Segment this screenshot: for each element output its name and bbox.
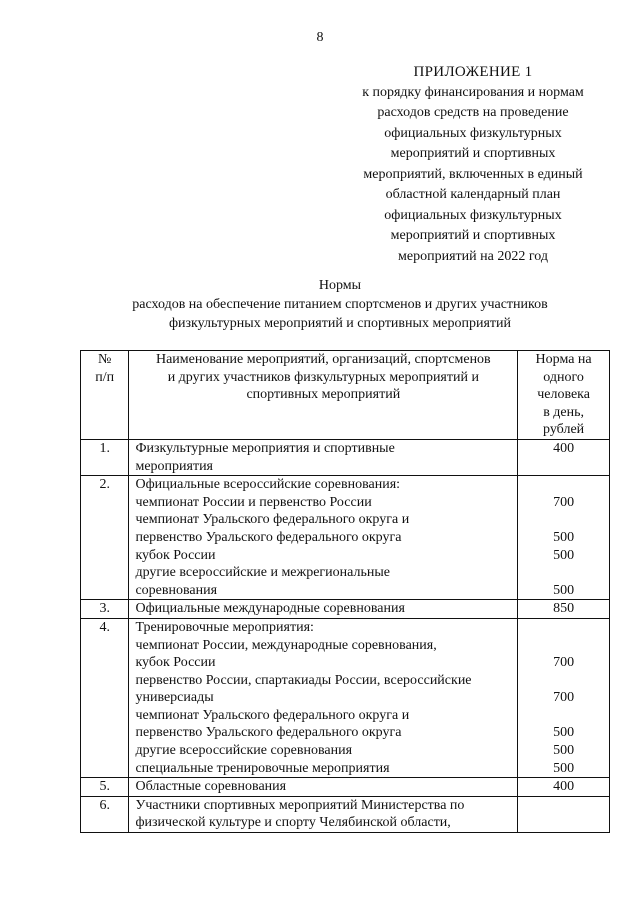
header-name: Наименование мероприятий, организаций, спортсменов и других участников физкультурных мероприятий и спортивных мероприятий [129, 351, 518, 440]
row-norm: 400 [518, 778, 610, 797]
table-row [81, 600, 610, 619]
document-heading [60, 276, 620, 333]
row-name: Официальные международные соревнования [129, 600, 518, 619]
appendix-line: официальных физкультурных [384, 125, 562, 141]
row-num: 3. [81, 600, 129, 619]
row-norm: 700 500 500 500 [518, 476, 610, 600]
appendix-line: официальных физкультурных [384, 207, 562, 223]
appendix-line: областной календарный план [385, 187, 561, 202]
appendix-line: мероприятий, включенных в единый [363, 166, 583, 182]
appendix-line: к порядку финансирования и нормам [362, 84, 584, 100]
row-name: Участники спортивных мероприятий Министерства по физической культуре и спорту Челябинской области, [129, 796, 518, 832]
row-name: Тренировочные мероприятия: чемпионат России, международные соревнования, кубок России первенство России, спартакиады России, всероссийские универсиады чемпионат Уральского федерального округа и первенство Уральского федерального округа другие всероссийские соревнования специальные тренировочные мероприятия [129, 618, 518, 777]
table-row [81, 796, 610, 832]
row-num: 5. [81, 778, 129, 797]
row-norm: 850 [518, 600, 610, 619]
table-row [81, 439, 610, 475]
appendix-block [338, 62, 608, 267]
heading-line: физкультурных мероприятий и спортивных мероприятий [168, 316, 512, 331]
row-name: Областные соревнования [129, 778, 518, 797]
table-header-row [81, 351, 610, 440]
appendix-title: ПРИЛОЖЕНИЕ 1 [413, 64, 533, 80]
header-norm: Норма на одного человека в день, рублей [518, 351, 610, 440]
row-num: 2. [81, 476, 129, 600]
table-row [81, 476, 610, 600]
heading-title: Нормы [318, 278, 362, 293]
header-num: № п/п [81, 351, 129, 440]
row-name: Официальные всероссийские соревнования: чемпионат России и первенство России чемпионат Уральского федерального округа и первенство Уральского федерального округа кубок России другие всероссийские и межрегиональные соревнования [129, 476, 518, 600]
norms-table [80, 350, 610, 833]
table-row [81, 778, 610, 797]
row-norm: 700 700 500 500 500 [518, 618, 610, 777]
appendix-line: расходов средств на проведение [377, 105, 569, 120]
row-num: 1. [81, 439, 129, 475]
row-name: Физкультурные мероприятия и спортивные мероприятия [129, 439, 518, 475]
appendix-line: мероприятий и спортивных [390, 228, 556, 243]
heading-line: расходов на обеспечение питанием спортсменов и других участников [132, 297, 548, 312]
row-norm: 400 [518, 439, 610, 475]
appendix-line: мероприятий и спортивных [390, 146, 556, 161]
row-num: 4. [81, 618, 129, 777]
appendix-line: мероприятий на 2022 год [398, 248, 548, 264]
page-number: 8 [316, 30, 324, 45]
row-norm [518, 796, 610, 832]
row-num: 6. [81, 796, 129, 832]
table-row [81, 618, 610, 777]
